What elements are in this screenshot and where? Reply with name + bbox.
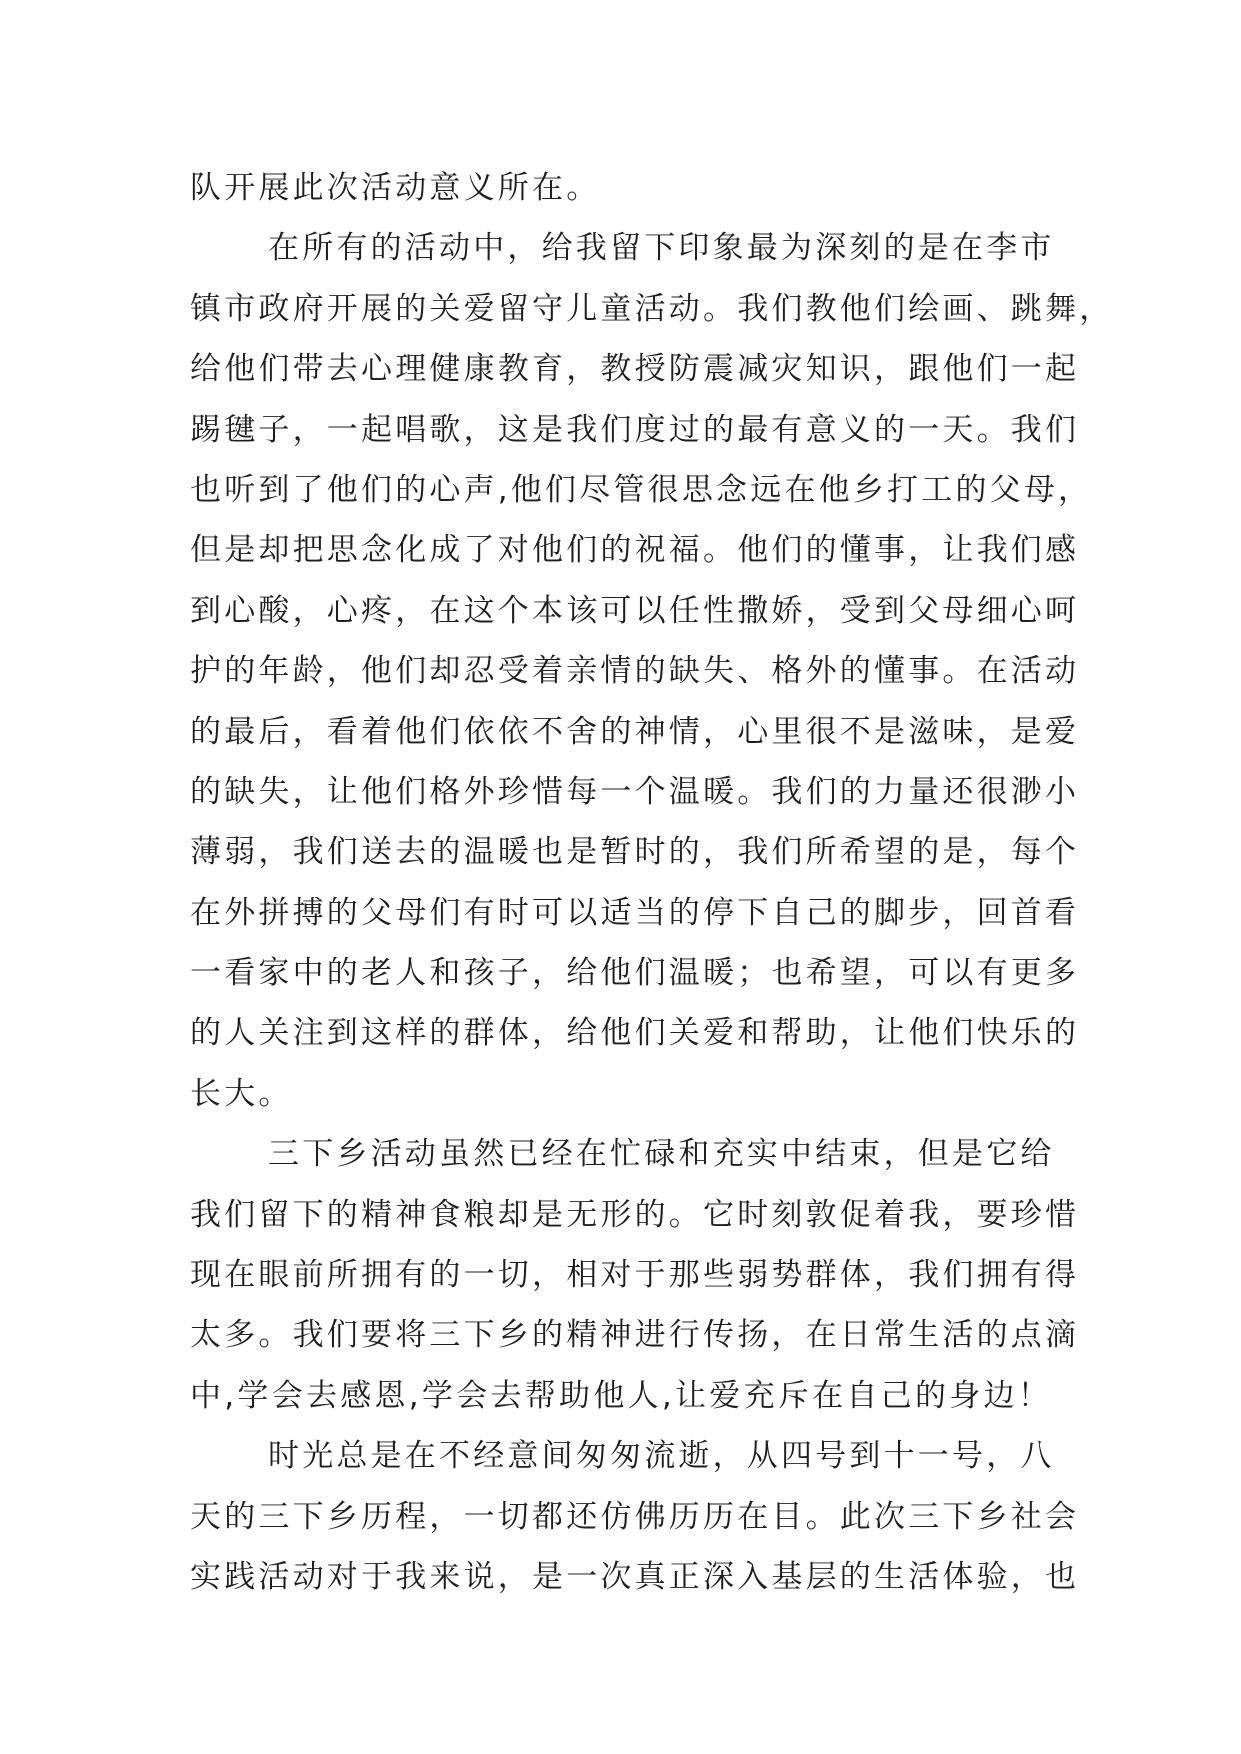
text-line: 天的三下乡历程，一切都还仿佛历历在目。此次三下乡社会 [190,1498,1080,1535]
text-line: 薄弱，我们送去的温暖也是暂时的，我们所希望的是，每个 [190,834,1080,871]
text-line: 在所有的活动中，给我留下印象最为深刻的是在李市 [268,230,1055,267]
text-line: 我们留下的精神食粮却是无形的。它时刻敦促着我，要珍惜 [190,1196,1080,1233]
document-body [190,158,1114,1607]
text-line: 到心酸，心疼，在这个本该可以任性撒娇，受到父母细心呵 [190,592,1080,629]
text-line: 护的年龄，他们却忍受着亲情的缺失、格外的懂事。在活动 [190,653,1080,690]
text-line: 太多。我们要将三下乡的精神进行传扬，在日常生活的点滴 [190,1317,1080,1354]
text-line: 但是却把思念化成了对他们的祝福。他们的懂事，让我们感 [190,532,1080,569]
text-line: 的人关注到这样的群体，给他们关爱和帮助，让他们快乐的 [190,1015,1080,1052]
text-line: 镇市政府开展的关爱留守儿童活动。我们教他们绘画、跳舞， [190,290,1114,327]
text-line: 也听到了他们的心声,他们尽管很思念远在他乡打工的父母， [190,471,1093,508]
text-line: 队开展此次活动意义所在。 [190,170,601,206]
text-line: 三下乡活动虽然已经在忙碌和充实中结束，但是它给 [268,1136,1055,1173]
text-line: 踢毽子，一起唱歌，这是我们度过的最有意义的一天。我们 [190,411,1080,448]
text-line: 现在眼前所拥有的一切，相对于那些弱势群体，我们拥有得 [190,1257,1080,1294]
text-line: 中,学会去感恩,学会去帮助他人,让爱充斥在自己的身边！ [190,1377,1052,1414]
text-line: 的缺失，让他们格外珍惜每一个温暖。我们的力量还很渺小 [190,773,1080,810]
text-line: 时光总是在不经意间匆匆流逝，从四号到十一号，八 [268,1438,1055,1475]
text-line: 的最后，看着他们依依不舍的神情，心里很不是滋味，是爱 [190,713,1080,750]
text-line: 长大。 [190,1075,293,1112]
text-line: 一看家中的老人和孩子，给他们温暖；也希望，可以有更多 [190,955,1080,992]
text-line: 给他们带去心理健康教育，教授防震减灾知识，跟他们一起 [190,351,1080,388]
text-line: 实践活动对于我来说，是一次真正深入基层的生活体验，也 [190,1558,1080,1595]
text-line: 在外拼搏的父母们有时可以适当的停下自己的脚步，回首看 [190,894,1080,931]
